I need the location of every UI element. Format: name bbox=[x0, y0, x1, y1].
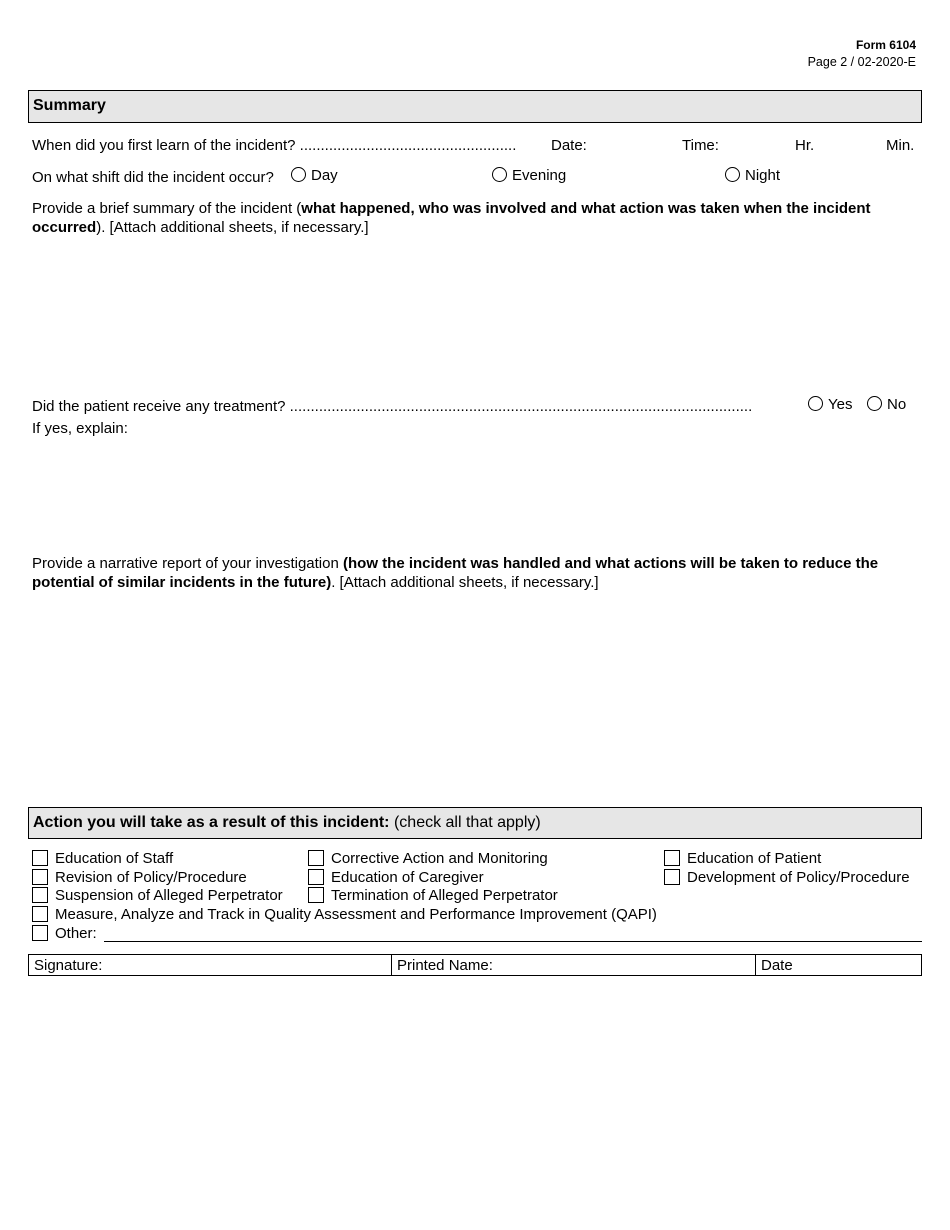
checkbox-icon[interactable] bbox=[32, 850, 48, 866]
checkbox-icon[interactable] bbox=[308, 887, 324, 903]
date-field[interactable] bbox=[756, 955, 921, 975]
action-label: Suspension of Alleged Perpetrator bbox=[55, 887, 283, 904]
radio-icon[interactable] bbox=[492, 167, 507, 182]
signature-field[interactable] bbox=[29, 955, 391, 975]
action-development-of-policy[interactable] bbox=[664, 869, 910, 887]
radio-icon[interactable] bbox=[808, 396, 823, 411]
action-education-of-patient[interactable] bbox=[664, 850, 821, 868]
brief-intro: Provide a brief summary of the incident ( bbox=[32, 200, 302, 217]
summary-title: Summary bbox=[33, 97, 106, 114]
checkbox-icon[interactable] bbox=[32, 925, 48, 941]
narrative-instructions bbox=[32, 555, 918, 592]
action-label: Education of Caregiver bbox=[331, 869, 484, 886]
checkbox-icon[interactable] bbox=[308, 850, 324, 866]
action-title-note: (check all that apply) bbox=[389, 814, 541, 831]
action-title-bold: Action you will take as a result of this incident: bbox=[33, 814, 390, 831]
action-section-header bbox=[28, 807, 922, 839]
action-label: Corrective Action and Monitoring bbox=[331, 850, 548, 867]
printed-name-field[interactable] bbox=[392, 955, 755, 975]
brief-outro: ). [Attach additional sheets, if necessary.] bbox=[96, 218, 369, 236]
explain-label: If yes, explain: bbox=[32, 420, 128, 437]
narrative-intro: Provide a narrative report of your investigation bbox=[32, 555, 343, 572]
action-label: Other: bbox=[55, 925, 97, 942]
treatment-question: Did the patient receive any treatment? ............................................................................................................... bbox=[32, 398, 753, 415]
shift-option-label: Evening bbox=[512, 167, 567, 184]
action-label: Termination of Alleged Perpetrator bbox=[331, 887, 558, 904]
action-education-of-staff[interactable] bbox=[32, 850, 173, 868]
action-label: Measure, Analyze and Track in Quality Assessment and Performance Improvement (QAPI) bbox=[55, 906, 657, 923]
shift-question: On what shift did the incident occur? bbox=[32, 169, 274, 186]
checkbox-icon[interactable] bbox=[664, 869, 680, 885]
shift-option-label: Day bbox=[311, 167, 338, 184]
shift-option-day[interactable] bbox=[291, 167, 338, 184]
date-field-label: Date bbox=[761, 957, 793, 974]
action-label: Education of Staff bbox=[55, 850, 174, 867]
checkbox-icon[interactable] bbox=[664, 850, 680, 866]
minute-label: Min. bbox=[886, 137, 915, 154]
narrative-bold: (how the incident was handled and what actions will be taken to reduce the potential of similar incidents in the future) bbox=[32, 555, 879, 591]
shift-option-evening[interactable] bbox=[492, 167, 566, 184]
action-corrective-action[interactable] bbox=[308, 850, 548, 868]
action-label: Development of Policy/Procedure bbox=[687, 869, 910, 886]
action-other[interactable] bbox=[32, 925, 97, 943]
summary-section-header bbox=[28, 90, 922, 123]
hour-label: Hr. bbox=[795, 137, 815, 154]
narrative-outro: . [Attach additional sheets, if necessary.] bbox=[331, 573, 599, 591]
action-title bbox=[33, 814, 541, 832]
action-termination-of-perpetrator[interactable] bbox=[308, 887, 558, 905]
radio-icon[interactable] bbox=[867, 396, 882, 411]
signature-row bbox=[28, 954, 922, 976]
radio-icon[interactable] bbox=[725, 167, 740, 182]
treatment-option-no[interactable] bbox=[867, 396, 906, 413]
treatment-option-label: No bbox=[887, 396, 907, 413]
checkbox-icon[interactable] bbox=[32, 887, 48, 903]
treatment-option-yes[interactable] bbox=[808, 396, 852, 413]
action-qapi[interactable] bbox=[32, 906, 657, 924]
learn-question: When did you first learn of the incident? .................................................... bbox=[32, 137, 517, 154]
date-label: Date: bbox=[551, 137, 587, 154]
radio-icon[interactable] bbox=[291, 167, 306, 182]
action-label: Revision of Policy/Procedure bbox=[55, 869, 247, 886]
action-label: Education of Patient bbox=[687, 850, 822, 867]
checkbox-icon[interactable] bbox=[32, 869, 48, 885]
action-education-of-caregiver[interactable] bbox=[308, 869, 484, 887]
page-info: Page 2 / 02-2020-E bbox=[807, 55, 916, 69]
other-input-line[interactable] bbox=[104, 941, 922, 942]
action-revision-of-policy[interactable] bbox=[32, 869, 247, 887]
checkbox-icon[interactable] bbox=[32, 906, 48, 922]
shift-option-label: Night bbox=[745, 167, 781, 184]
checkbox-icon[interactable] bbox=[308, 869, 324, 885]
action-suspension-of-perpetrator[interactable] bbox=[32, 887, 283, 905]
brief-summary-instructions bbox=[32, 200, 918, 237]
printed-name-label: Printed Name: bbox=[397, 957, 493, 974]
treatment-option-label: Yes bbox=[828, 396, 853, 413]
form-number: Form 6104 bbox=[855, 38, 916, 52]
time-label: Time: bbox=[682, 137, 719, 154]
signature-label: Signature: bbox=[34, 957, 103, 974]
brief-bold: what happened, who was involved and what action was taken when the incident occurred bbox=[32, 200, 871, 236]
shift-option-night[interactable] bbox=[725, 167, 780, 184]
